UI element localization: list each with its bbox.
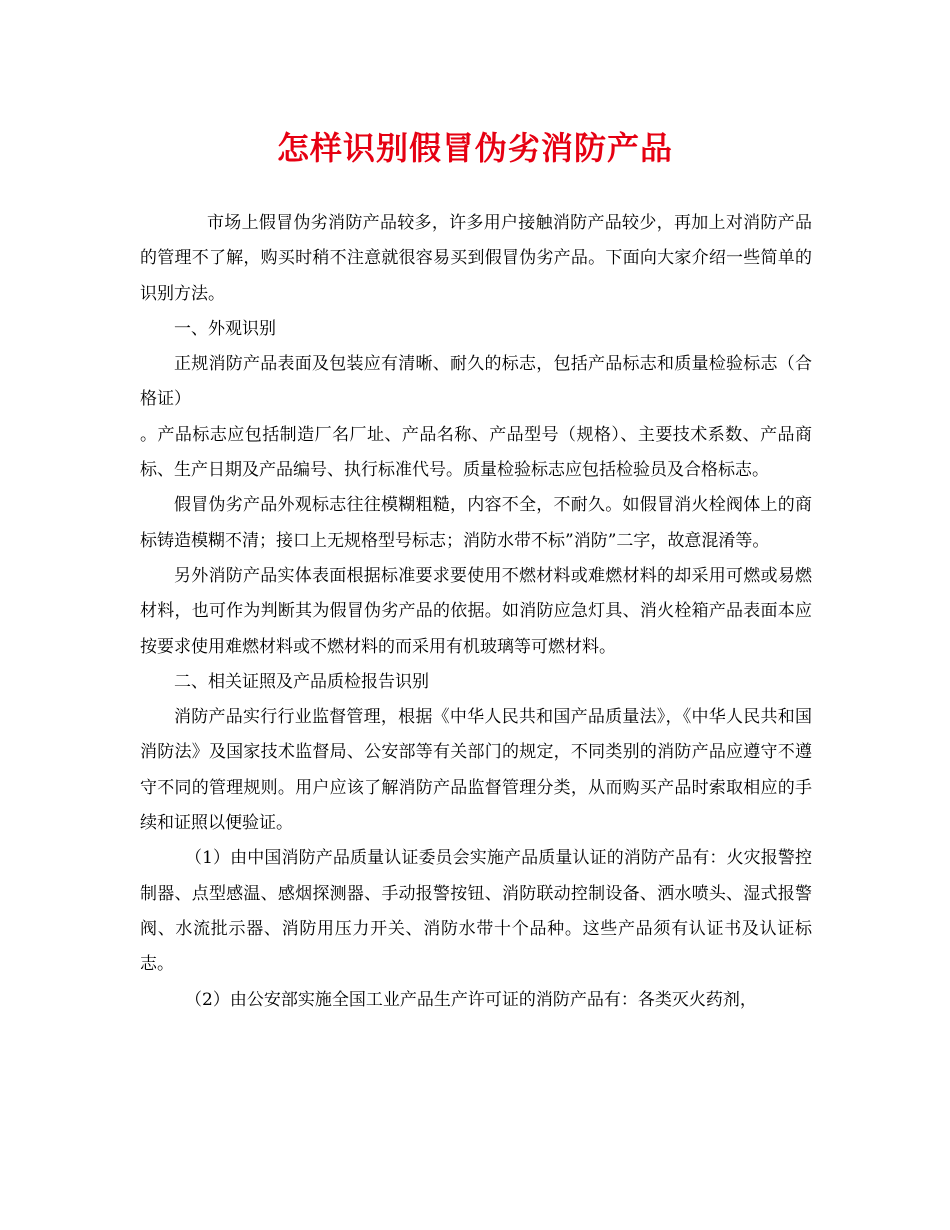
paragraph-fake-labels: 假冒伪劣产品外观标志往往模糊粗糙，内容不全，不耐久。如假冒消火栓阀体上的商标铸造模糊不清；接口上无规格型号标志；消防水带不标”消防”二字，故意混淆等。 bbox=[140, 495, 812, 551]
paragraph-materials: 另外消防产品实体表面根据标准要求要使用不燃材料或难燃材料的却采用可燃或易燃材料，也可作为判断其为假冒伪劣产品的依据。如消防应急灯具、消火栓箱产品表面本应按要求使用难燃材料或不燃材料的而采用有机玻璃等可燃材料。 bbox=[140, 565, 812, 657]
paragraph-label-contents: 。产品标志应包括制造厂名厂址、产品名称、产品型号（规格）、主要技术系数、产品商标、生产日期及产品编号、执行标准代号。质量检验标志应包括检验员及合格标志。 bbox=[140, 424, 812, 481]
paragraph-license-list: （2）由公安部实施全国工业产品生产许可证的消防产品有：各类灭火药剂， bbox=[185, 989, 757, 1010]
document-title: 怎样识别假冒伪劣消防产品 bbox=[276, 129, 673, 167]
paragraph-regulation: 消防产品实行行业监督管理，根据《中华人民共和国产品质量法》，《中华人民共和国消防法》及国家技术监督局、公安部等有关部门的规定，不同类别的消防产品应遵守不遵守不同的管理规则。用户应该了解消防产品监督管理分类，从而购买产品时索取相应的手续和证照以便验证。 bbox=[140, 707, 812, 834]
paragraph-labels: 正规消防产品表面及包装应有清晰、耐久的标志，包括产品标志和质量检验标志（合格证） bbox=[140, 354, 812, 410]
paragraph-certification-list: （1）由中国消防产品质量认证委员会实施产品质量认证的消防产品有：火灾报警控制器、点型感温、感烟探测器、手动报警按钮、消防联动控制设备、洒水喷头、湿式报警阀、水流批示器、消防用压力开关、消防水带十个品种。这些产品须有认证书及认证标志。 bbox=[140, 848, 812, 975]
heading-certificates: 二、相关证照及产品质检报告识别 bbox=[174, 671, 429, 692]
paragraph-intro: 市场上假冒伪劣消防产品较多，许多用户接触消防产品较少，再加上对消防产品的管理不了解，购买时稍不注意就很容易买到假冒伪劣产品。下面向大家介绍一些简单的识别方法。 bbox=[140, 213, 812, 304]
document-body bbox=[140, 206, 812, 1018]
heading-appearance: 一、外观识别 bbox=[174, 318, 276, 339]
